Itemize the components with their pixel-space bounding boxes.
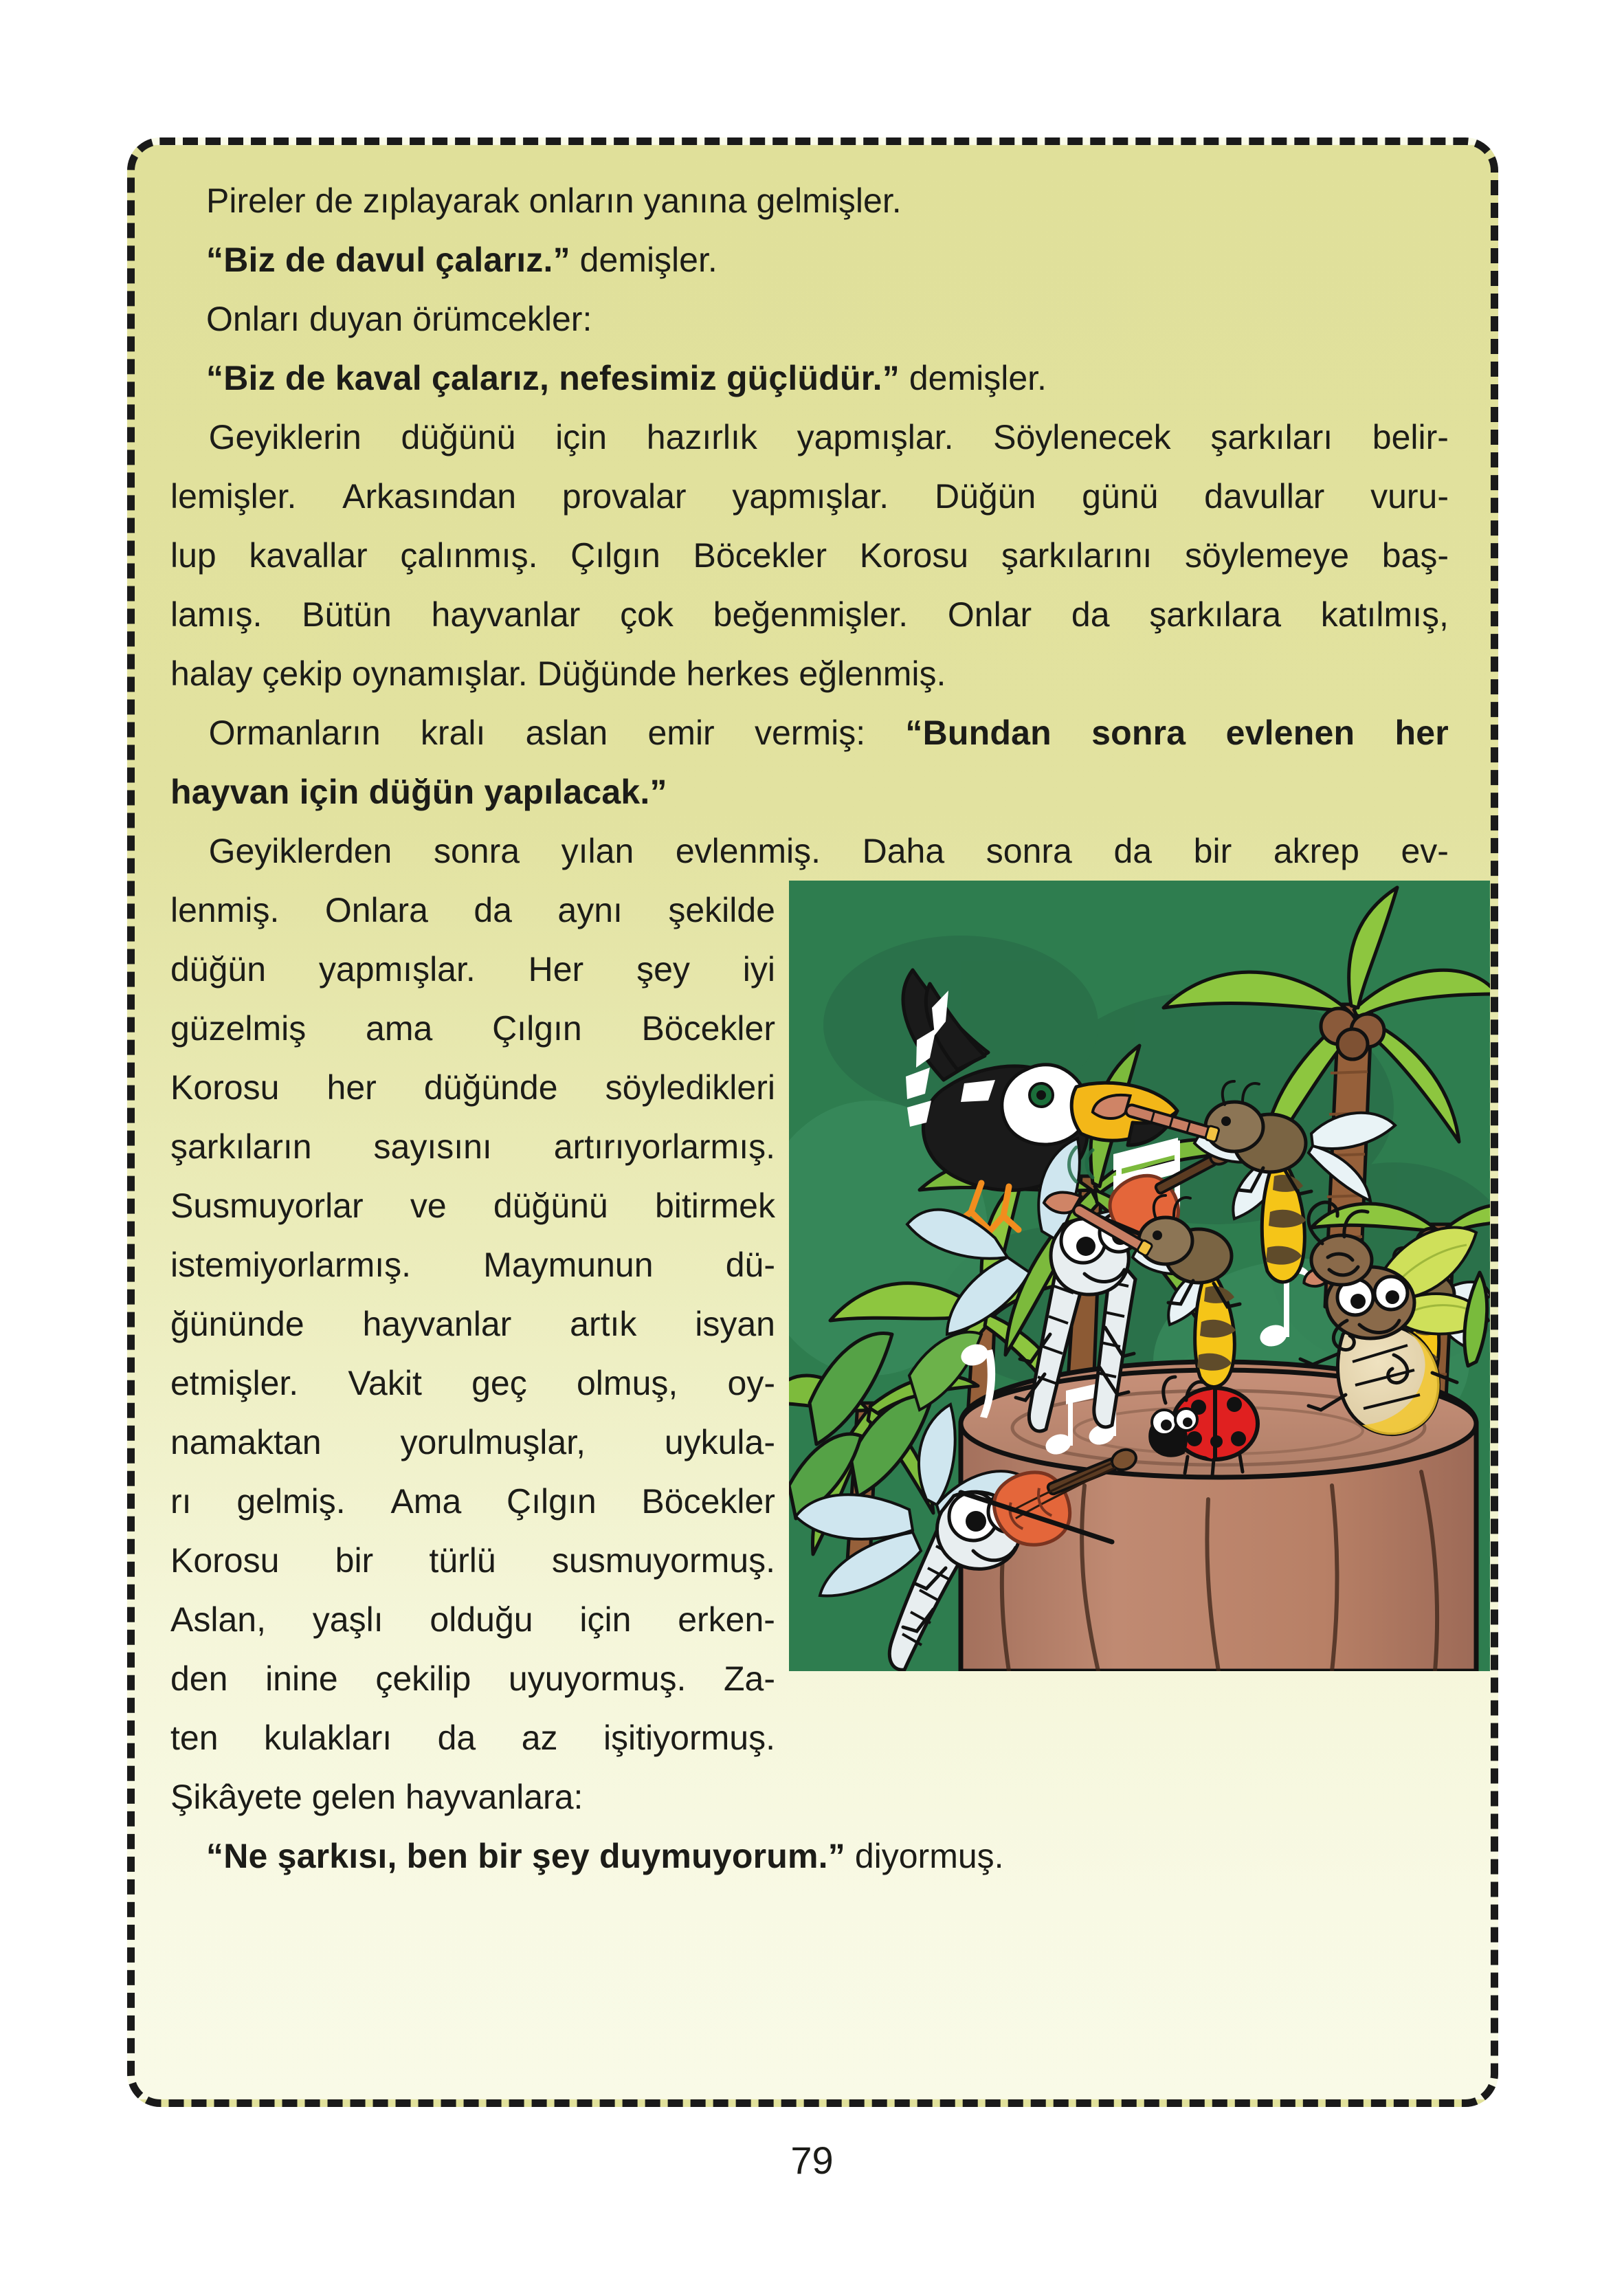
word: artırıyorlarmış.	[553, 1127, 775, 1166]
word: uykula-	[664, 1423, 775, 1461]
word: provalar	[561, 477, 687, 516]
word: kralı	[420, 714, 486, 752]
word: akrep	[1273, 832, 1359, 870]
word: sonra	[1091, 714, 1186, 752]
jungle-illustration	[789, 881, 1490, 1671]
quote-flute: “Biz de kaval çalarız, nefesimiz güçlüdür.”	[206, 359, 900, 397]
word: Her	[528, 950, 584, 989]
word: bitirmek	[654, 1186, 775, 1225]
word: Onlara	[324, 891, 428, 929]
word: Söylenecek	[993, 418, 1171, 456]
content-frame	[127, 137, 1498, 2107]
word: yaşlı	[312, 1600, 383, 1639]
word: vuru-	[1370, 477, 1449, 516]
word: olmuş,	[577, 1364, 678, 1402]
text-line	[170, 1117, 775, 1176]
word: ev-	[1401, 832, 1449, 870]
word: vermiş:	[754, 714, 866, 752]
word: ten	[170, 1719, 219, 1757]
text-line	[170, 881, 775, 940]
word: da	[1113, 832, 1153, 870]
word: sayısını	[373, 1127, 492, 1166]
word: hayvanlar	[362, 1305, 512, 1343]
text-line	[170, 703, 1449, 762]
text-line	[170, 1649, 775, 1708]
word: iyi	[742, 950, 775, 989]
text-line	[170, 940, 775, 999]
word: için	[579, 1600, 632, 1639]
paragraph-4	[170, 349, 1455, 408]
word: davullar	[1204, 477, 1325, 516]
word: Susmuyorlar	[170, 1186, 364, 1225]
word: evlenmiş.	[675, 832, 821, 870]
word: geç	[471, 1364, 527, 1402]
word: Daha	[862, 832, 945, 870]
word: inine	[265, 1659, 338, 1698]
word: Ormanların	[170, 714, 381, 752]
text-line	[170, 526, 1449, 585]
text-line	[170, 644, 1449, 703]
word: Onlar	[947, 595, 1032, 634]
word: sonra	[986, 832, 1072, 870]
word: katılmış,	[1320, 595, 1449, 634]
word: evlenen	[1225, 714, 1355, 752]
paragraph-3: Onları duyan örümcekler:	[206, 300, 592, 338]
word: söylemeye	[1185, 536, 1350, 575]
paragraph-1: Pireler de zıplayarak onların yanına gelmişler.	[206, 181, 902, 220]
text-line	[170, 762, 1449, 821]
word: Çılgın	[507, 1482, 597, 1521]
word: düğünü	[401, 418, 516, 456]
page-number: 79	[790, 2139, 834, 2182]
word: baş-	[1381, 536, 1449, 575]
text-line	[170, 585, 1449, 644]
word: yılan	[561, 832, 634, 870]
word: Çılgın	[570, 536, 660, 575]
word: ve	[410, 1186, 447, 1225]
word: rı	[170, 1482, 192, 1521]
word: Korosu	[170, 1068, 280, 1107]
word: hayvan için düğün yapılacak.”	[170, 773, 667, 811]
text-line	[170, 1590, 775, 1649]
narrow-text-column	[170, 881, 775, 1826]
word: Za-	[723, 1659, 775, 1698]
word: den	[170, 1659, 228, 1698]
word: düğünü	[493, 1186, 608, 1225]
text-line	[170, 1767, 775, 1826]
word: dü-	[725, 1246, 775, 1284]
text-line	[170, 1235, 775, 1294]
word: her	[326, 1068, 377, 1107]
word: söyledikleri	[605, 1068, 775, 1107]
paragraph-7-head	[170, 821, 1455, 881]
word: ama	[366, 1009, 433, 1048]
text-line	[170, 1708, 775, 1767]
word: oy-	[727, 1364, 775, 1402]
word: kavallar	[249, 536, 368, 575]
word: hayvanlar	[431, 595, 581, 634]
word: namaktan	[170, 1423, 322, 1461]
word: lenmiş.	[170, 891, 280, 929]
word: Çılgın	[492, 1009, 582, 1048]
word: Böcekler	[641, 1009, 775, 1048]
word: isyan	[695, 1305, 775, 1343]
word: gelmiş.	[236, 1482, 346, 1521]
word: çekilip	[375, 1659, 471, 1698]
word: etmişler.	[170, 1364, 299, 1402]
word: Böcekler	[693, 536, 827, 575]
word: Arkasından	[342, 477, 517, 516]
word: şarkıları	[1210, 418, 1333, 456]
word: lamış.	[170, 595, 263, 634]
word: bir	[335, 1541, 374, 1580]
text-line	[170, 1354, 775, 1413]
word: halay çekip oynamışlar. Düğünde herkes eğlenmiş.	[170, 654, 946, 693]
word: çalınmış.	[400, 536, 538, 575]
content-inner	[135, 145, 1491, 2099]
word: Şikâyete gelen hayvanlara:	[170, 1778, 583, 1816]
word: bir	[1193, 832, 1232, 870]
word: ğününde	[170, 1305, 304, 1343]
word: Korosu	[859, 536, 969, 575]
word: sonra	[433, 832, 520, 870]
word: düğün	[170, 950, 267, 989]
word: yapmışlar.	[797, 418, 954, 456]
word: Düğün	[935, 477, 1036, 516]
word: aslan	[525, 714, 608, 752]
paragraph-2	[170, 230, 1455, 289]
word: Aslan,	[170, 1600, 266, 1639]
word: çok	[620, 595, 674, 634]
word: Böcekler	[641, 1482, 775, 1521]
paragraph-6	[170, 703, 1455, 821]
word: güzelmiş	[170, 1009, 307, 1048]
quote-lion-deaf: “Ne şarkısı, ben bir şey duymuyorum.”	[206, 1837, 845, 1875]
word: düğünde	[423, 1068, 558, 1107]
paragraph-8	[170, 1826, 1455, 1886]
quote-flute-tail: demişler.	[899, 359, 1047, 397]
word: her	[1394, 714, 1449, 752]
word: Maymunun	[483, 1246, 654, 1284]
word: yapmışlar.	[732, 477, 889, 516]
text-line	[170, 1058, 775, 1117]
word: Geyiklerin	[170, 418, 361, 456]
word: için	[555, 418, 608, 456]
word: lup	[170, 536, 216, 575]
word: olduğu	[430, 1600, 533, 1639]
word: uyuyormuş.	[508, 1659, 687, 1698]
word: Bütün	[302, 595, 392, 634]
word: da	[474, 891, 512, 929]
word: emir	[647, 714, 715, 752]
word: az	[521, 1719, 558, 1757]
word: da	[1071, 595, 1110, 634]
word: yorulmuşlar,	[400, 1423, 586, 1461]
word: hazırlık	[646, 418, 757, 456]
word: Korosu	[170, 1541, 280, 1580]
word: “Bundan	[905, 714, 1052, 752]
word: erken-	[678, 1600, 775, 1639]
word: şey	[636, 950, 690, 989]
word: aynı	[557, 891, 623, 929]
quote-lion-deaf-tail: diyormuş.	[845, 1837, 1004, 1875]
word: şarkılarını	[1001, 536, 1153, 575]
word: Ama	[390, 1482, 462, 1521]
word: şarkılara	[1149, 595, 1282, 634]
word: belir-	[1372, 418, 1449, 456]
word: Vakit	[348, 1364, 422, 1402]
paragraph-5	[170, 408, 1455, 703]
word: günü	[1082, 477, 1159, 516]
word: şarkıların	[170, 1127, 312, 1166]
word: yapmışlar.	[318, 950, 476, 989]
word: Geyiklerden	[170, 832, 392, 870]
column-with-illustration	[170, 881, 1449, 1826]
word: kulakları	[263, 1719, 392, 1757]
text-line	[170, 1413, 775, 1472]
word: istemiyorlarmış.	[170, 1246, 412, 1284]
text-line	[170, 1176, 775, 1235]
word: işitiyormuş.	[603, 1719, 775, 1757]
word: beğenmişler.	[713, 595, 909, 634]
text-line	[170, 467, 1449, 526]
text-line	[170, 999, 775, 1058]
word: artık	[570, 1305, 637, 1343]
word: susmuyormuş.	[551, 1541, 775, 1580]
text-line	[170, 821, 1449, 881]
text-line	[170, 1294, 775, 1354]
word: da	[437, 1719, 476, 1757]
quote-drum-tail: demişler.	[570, 241, 718, 279]
text-line	[170, 1472, 775, 1531]
text-line	[170, 1531, 775, 1590]
word: lemişler.	[170, 477, 297, 516]
word: şekilde	[668, 891, 775, 929]
text-line	[170, 408, 1449, 467]
word: türlü	[429, 1541, 496, 1580]
quote-drum: “Biz de davul çalarız.”	[206, 241, 570, 279]
